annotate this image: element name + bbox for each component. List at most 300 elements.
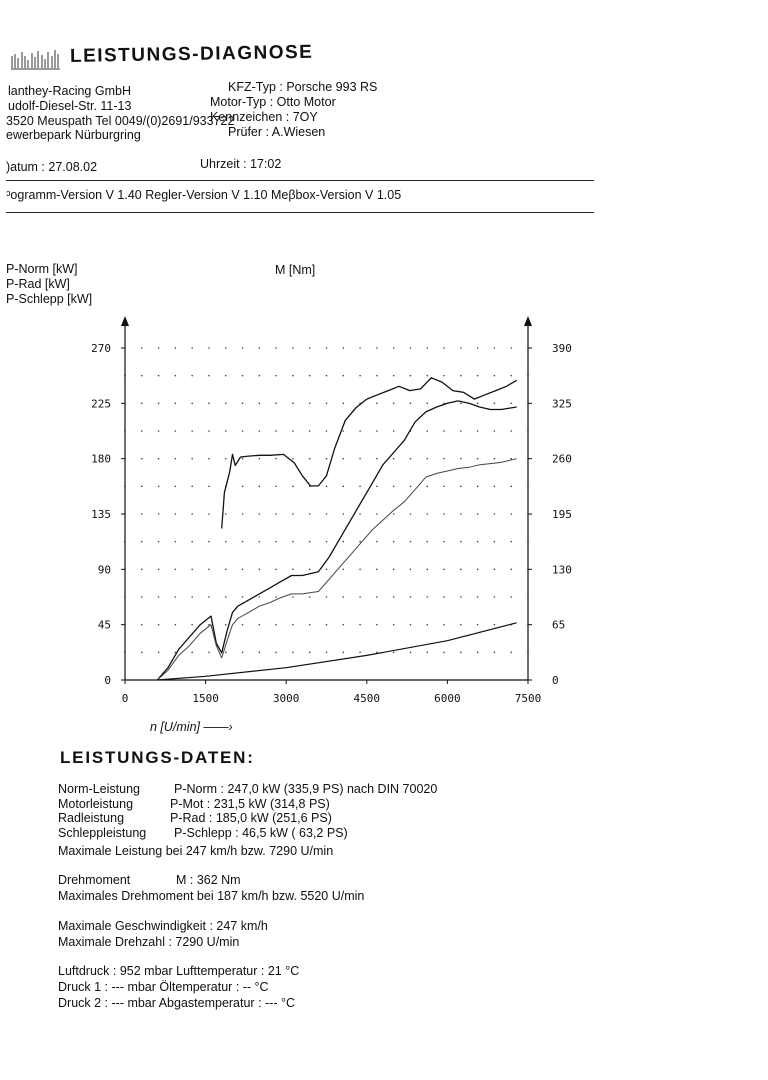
grid-dot — [342, 375, 344, 377]
grid-dot — [259, 375, 261, 377]
grid-dot — [510, 513, 512, 515]
y-tick-label-right: 130 — [552, 563, 572, 577]
grid-dot — [141, 569, 143, 571]
grid-dot — [477, 430, 479, 432]
grid-dot — [443, 347, 445, 349]
grid-dot — [191, 596, 193, 598]
grid-dot — [242, 652, 244, 654]
grid-dot — [393, 403, 395, 405]
grid-dot — [175, 569, 177, 571]
row-value-mot: P-Mot : 231,5 kW (314,8 PS) — [170, 797, 330, 811]
company-line-1: lanthey-Racing GmbH — [8, 84, 131, 98]
grid-dot — [443, 458, 445, 460]
grid-dot — [510, 652, 512, 654]
company-line-3: 3520 Meuspath Tel 0049/(0)2691/933722 — [6, 114, 235, 128]
grid-dot — [225, 375, 227, 377]
grid-dot — [158, 486, 160, 488]
grid-dot — [460, 624, 462, 626]
grid-dot — [208, 596, 210, 598]
grid-dot — [225, 347, 227, 349]
x-tick-label: 7500 — [514, 692, 542, 705]
grid-dot — [275, 375, 277, 377]
grid-dot — [326, 430, 328, 432]
row-label-mot: Motorleistung — [58, 797, 134, 811]
version-line: ᵓogramm-Version V 1.40 Regler-Version V 1.10 Meβbox-Version V 1.05 — [6, 188, 402, 202]
row-value-rad: P-Rad : 185,0 kW (251,6 PS) — [170, 811, 332, 825]
kfz-typ: KFZ-Typ : Porsche 993 RS — [228, 80, 378, 94]
grid-dot — [393, 624, 395, 626]
grid-dot — [275, 403, 277, 405]
grid-dot — [494, 652, 496, 654]
grid-dot — [275, 569, 277, 571]
row-label-rad: Radleistung — [58, 811, 125, 825]
grid-dot — [510, 569, 512, 571]
grid-dot — [426, 403, 428, 405]
grid-dot — [292, 458, 294, 460]
grid-dot — [342, 569, 344, 571]
grid-dot — [225, 541, 227, 543]
grid-dot — [175, 541, 177, 543]
grid-dot — [359, 375, 361, 377]
grid-dot — [141, 652, 143, 654]
grid-dot — [326, 541, 328, 543]
grid-dot — [460, 403, 462, 405]
grid-dot — [309, 513, 311, 515]
grid-dot — [158, 458, 160, 460]
grid-dot — [510, 403, 512, 405]
grid-dot — [426, 375, 428, 377]
y-tick-label-right: 390 — [552, 342, 572, 355]
company-line-2: udolf-Diesel-Str. 11-13 — [8, 99, 132, 113]
grid-dot — [208, 347, 210, 349]
y-tick-label-left: 270 — [91, 342, 111, 355]
y-tick-label-right: 65 — [552, 618, 566, 632]
grid-dot — [359, 596, 361, 598]
grid-dot — [342, 513, 344, 515]
grid-dot — [359, 513, 361, 515]
row-label-schlepp: Schleppleistung — [58, 826, 147, 840]
grid-dot — [443, 596, 445, 598]
grid-dot — [342, 486, 344, 488]
grid-dot — [477, 403, 479, 405]
grid-dot — [426, 652, 428, 654]
grid-dot — [242, 486, 244, 488]
y-axis-left-arrow — [121, 316, 129, 326]
grid-dot — [426, 513, 428, 515]
grid-dot — [141, 624, 143, 626]
grid-dot — [309, 541, 311, 543]
grid-dot — [141, 486, 143, 488]
grid-dot — [259, 652, 261, 654]
grid-dot — [259, 596, 261, 598]
grid-dot — [225, 624, 227, 626]
grid-dot — [460, 541, 462, 543]
grid-dot — [393, 486, 395, 488]
grid-dot — [460, 652, 462, 654]
grid-dot — [208, 569, 210, 571]
y-tick-label-right: 0 — [552, 674, 559, 687]
x-tick-label: 6000 — [434, 692, 461, 705]
grid-dot — [376, 513, 378, 515]
grid-dot — [443, 430, 445, 432]
luftdruck: Luftdruck : 952 mbar Lufttemperatur : 21 °C — [58, 964, 300, 978]
section-title-leistungsdaten: LEISTUNGS-DATEN: — [60, 748, 255, 767]
grid-dot — [326, 375, 328, 377]
x-axis-label: n [U/min] ——› — [150, 720, 233, 734]
grid-dot — [342, 458, 344, 460]
grid-dot — [292, 403, 294, 405]
x-tick-label: 1500 — [192, 692, 219, 705]
grid-dot — [477, 375, 479, 377]
grid-dot — [494, 430, 496, 432]
grid-dot — [275, 458, 277, 460]
grid-dot — [158, 569, 160, 571]
series-line-m — [222, 378, 517, 529]
divider-top — [6, 180, 594, 181]
uhrzeit: Uhrzeit : 17:02 — [200, 157, 282, 171]
grid-dot — [242, 458, 244, 460]
grid-dot — [292, 513, 294, 515]
grid-dot — [443, 652, 445, 654]
grid-dot — [477, 624, 479, 626]
grid-dot — [309, 430, 311, 432]
grid-dot — [225, 458, 227, 460]
series-line-p-rad — [157, 459, 517, 680]
grid-dot — [191, 652, 193, 654]
grid-dot — [393, 541, 395, 543]
grid-dot — [393, 375, 395, 377]
grid-dot — [376, 458, 378, 460]
grid-dot — [326, 458, 328, 460]
y-tick-label-left: 225 — [91, 397, 111, 411]
grid-dot — [309, 652, 311, 654]
company-line-4: ewerbepark Nürburgring — [6, 128, 141, 142]
grid-dot — [326, 513, 328, 515]
grid-dot — [477, 513, 479, 515]
grid-dot — [494, 347, 496, 349]
grid-dot — [460, 569, 462, 571]
grid-dot — [460, 347, 462, 349]
grid-dot — [309, 347, 311, 349]
grid-dot — [191, 403, 193, 405]
grid-dot — [191, 458, 193, 460]
grid-dot — [242, 541, 244, 543]
grid-dot — [376, 569, 378, 571]
grid-dot — [410, 486, 412, 488]
grid-dot — [175, 513, 177, 515]
grid-dot — [359, 458, 361, 460]
grid-dot — [376, 486, 378, 488]
grid-dot — [191, 513, 193, 515]
grid-dot — [175, 403, 177, 405]
grid-dot — [158, 652, 160, 654]
grid-dot — [426, 458, 428, 460]
max-drehmoment: Maximales Drehmoment bei 187 km/h bzw. 5520 U/min — [58, 889, 365, 903]
grid-dot — [326, 347, 328, 349]
y-tick-label-right: 195 — [552, 508, 572, 521]
grid-dot — [393, 569, 395, 571]
grid-dot — [477, 347, 479, 349]
grid-dot — [393, 430, 395, 432]
y-tick-label-left: 180 — [91, 452, 111, 466]
grid-dot — [410, 569, 412, 571]
grid-dot — [309, 375, 311, 377]
grid-dot — [259, 513, 261, 515]
grid-dot — [326, 403, 328, 405]
grid-dot — [259, 541, 261, 543]
grid-dot — [141, 403, 143, 405]
y-tick-label-right: 260 — [552, 452, 572, 466]
grid-dot — [376, 403, 378, 405]
grid-dot — [275, 652, 277, 654]
grid-dot — [342, 403, 344, 405]
grid-dot — [410, 375, 412, 377]
grid-dot — [494, 375, 496, 377]
grid-dot — [158, 403, 160, 405]
grid-dot — [292, 596, 294, 598]
grid-dot — [242, 403, 244, 405]
grid-dot — [292, 569, 294, 571]
grid-dot — [410, 624, 412, 626]
drehmoment-value: M : 362 Nm — [176, 873, 241, 887]
grid-dot — [494, 486, 496, 488]
grid-dot — [292, 375, 294, 377]
grid-dot — [309, 403, 311, 405]
grid-dot — [225, 596, 227, 598]
power-torque-chart — [0, 300, 600, 710]
grid-dot — [443, 375, 445, 377]
grid-dot — [359, 486, 361, 488]
drehmoment-label: Drehmoment — [58, 873, 131, 887]
grid-dot — [359, 347, 361, 349]
motor-typ: Motor-Typ : Otto Motor — [210, 95, 336, 109]
grid-dot — [376, 430, 378, 432]
grid-dot — [393, 347, 395, 349]
grid-dot — [309, 458, 311, 460]
grid-dot — [326, 569, 328, 571]
grid-dot — [208, 541, 210, 543]
grid-dot — [376, 541, 378, 543]
grid-dot — [393, 596, 395, 598]
grid-dot — [292, 347, 294, 349]
grid-dot — [141, 541, 143, 543]
grid-dot — [292, 652, 294, 654]
grid-dot — [275, 347, 277, 349]
x-tick-label: 4500 — [353, 692, 381, 705]
grid-dot — [208, 403, 210, 405]
grid-dot — [426, 596, 428, 598]
grid-dot — [426, 569, 428, 571]
grid-dot — [275, 624, 277, 626]
grid-dot — [225, 513, 227, 515]
grid-dot — [208, 430, 210, 432]
grid-dot — [494, 569, 496, 571]
grid-dot — [292, 624, 294, 626]
grid-dot — [410, 652, 412, 654]
grid-dot — [141, 596, 143, 598]
grid-dot — [175, 486, 177, 488]
grid-dot — [158, 596, 160, 598]
grid-dot — [494, 541, 496, 543]
grid-dot — [158, 541, 160, 543]
grid-dot — [141, 458, 143, 460]
grid-dot — [510, 458, 512, 460]
grid-dot — [460, 430, 462, 432]
grid-dot — [191, 541, 193, 543]
grid-dot — [175, 430, 177, 432]
grid-dot — [359, 569, 361, 571]
grid-dot — [259, 458, 261, 460]
grid-dot — [326, 486, 328, 488]
grid-dot — [259, 403, 261, 405]
kennzeichen: Kennzeichen : 7OY — [210, 110, 318, 124]
grid-dot — [426, 486, 428, 488]
grid-dot — [191, 347, 193, 349]
grid-dot — [259, 347, 261, 349]
grid-dot — [141, 430, 143, 432]
grid-dot — [443, 541, 445, 543]
row-value-norm: P-Norm : 247,0 kW (335,9 PS) nach DIN 70020 — [174, 782, 438, 796]
grid-dot — [443, 569, 445, 571]
grid-dot — [208, 458, 210, 460]
grid-dot — [477, 569, 479, 571]
grid-dot — [191, 624, 193, 626]
grid-dot — [477, 541, 479, 543]
grid-dot — [175, 347, 177, 349]
y-tick-label-left: 45 — [97, 618, 111, 632]
grid-dot — [426, 347, 428, 349]
grid-dot — [410, 458, 412, 460]
x-tick-label: 3000 — [272, 692, 300, 705]
grid-dot — [510, 375, 512, 377]
grid-dot — [158, 375, 160, 377]
grid-dot — [275, 430, 277, 432]
grid-dot — [158, 430, 160, 432]
grid-dot — [510, 430, 512, 432]
grid-dot — [292, 486, 294, 488]
grid-dot — [309, 624, 311, 626]
grid-dot — [191, 569, 193, 571]
max-leistung: Maximale Leistung bei 247 km/h bzw. 7290 U/min — [58, 844, 334, 858]
grid-dot — [494, 624, 496, 626]
y-tick-label-left: 0 — [104, 674, 111, 687]
grid-dot — [326, 596, 328, 598]
grid-dot — [342, 652, 344, 654]
grid-dot — [426, 541, 428, 543]
grid-dot — [225, 430, 227, 432]
grid-dot — [242, 624, 244, 626]
grid-dot — [208, 652, 210, 654]
grid-dot — [175, 596, 177, 598]
y-tick-label-left: 90 — [97, 563, 111, 577]
grid-dot — [259, 569, 261, 571]
page-title: LEISTUNGS-DIAGNOSE — [69, 41, 314, 67]
grid-dot — [494, 513, 496, 515]
grid-dot — [477, 486, 479, 488]
grid-dot — [275, 596, 277, 598]
grid-dot — [275, 486, 277, 488]
grid-dot — [443, 513, 445, 515]
grid-dot — [460, 513, 462, 515]
grid-dot — [376, 375, 378, 377]
grid-dot — [191, 375, 193, 377]
max-drehzahl: Maximale Drehzahl : 7290 U/min — [58, 935, 240, 949]
y-axis-right-arrow — [524, 316, 532, 326]
grid-dot — [510, 347, 512, 349]
grid-dot — [426, 430, 428, 432]
grid-dot — [342, 541, 344, 543]
grid-dot — [275, 541, 277, 543]
grid-dot — [208, 513, 210, 515]
grid-dot — [259, 624, 261, 626]
company-logo-graphic — [10, 48, 62, 70]
grid-dot — [326, 652, 328, 654]
grid-dot — [443, 624, 445, 626]
grid-dot — [460, 596, 462, 598]
series-line-p-schlepp — [157, 623, 517, 680]
grid-dot — [175, 375, 177, 377]
pruefer: Prüfer : A.Wiesen — [228, 125, 326, 139]
grid-dot — [141, 375, 143, 377]
grid-dot — [410, 541, 412, 543]
grid-dot — [158, 347, 160, 349]
grid-dot — [158, 624, 160, 626]
grid-dot — [242, 430, 244, 432]
grid-dot — [510, 486, 512, 488]
grid-dot — [242, 596, 244, 598]
grid-dot — [158, 513, 160, 515]
grid-dot — [494, 596, 496, 598]
legend-p-norm: P-Norm [kW] — [6, 262, 78, 276]
grid-dot — [141, 513, 143, 515]
max-geschwindigkeit: Maximale Geschwindigkeit : 247 km/h — [58, 919, 268, 933]
grid-dot — [342, 430, 344, 432]
grid-dot — [410, 347, 412, 349]
grid-dot — [309, 596, 311, 598]
y-tick-label-left: 135 — [91, 508, 111, 521]
grid-dot — [443, 486, 445, 488]
grid-dot — [494, 403, 496, 405]
x-tick-label: 0 — [121, 692, 129, 705]
grid-dot — [225, 569, 227, 571]
grid-dot — [376, 596, 378, 598]
grid-dot — [242, 569, 244, 571]
grid-dot — [359, 430, 361, 432]
grid-dot — [191, 486, 193, 488]
y-tick-label-right: 325 — [552, 397, 572, 411]
datum: )atum : 27.08.02 — [6, 160, 98, 174]
grid-dot — [292, 430, 294, 432]
row-label-norm: Norm-Leistung — [58, 782, 140, 796]
grid-dot — [426, 624, 428, 626]
grid-dot — [141, 347, 143, 349]
grid-dot — [477, 458, 479, 460]
grid-dot — [393, 652, 395, 654]
grid-dot — [359, 652, 361, 654]
grid-dot — [477, 652, 479, 654]
grid-dot — [309, 569, 311, 571]
grid-dot — [242, 347, 244, 349]
grid-dot — [292, 541, 294, 543]
grid-dot — [342, 624, 344, 626]
grid-dot — [494, 458, 496, 460]
grid-dot — [326, 624, 328, 626]
grid-dot — [510, 596, 512, 598]
grid-dot — [393, 513, 395, 515]
grid-dot — [225, 652, 227, 654]
grid-dot — [191, 430, 193, 432]
grid-dot — [175, 624, 177, 626]
